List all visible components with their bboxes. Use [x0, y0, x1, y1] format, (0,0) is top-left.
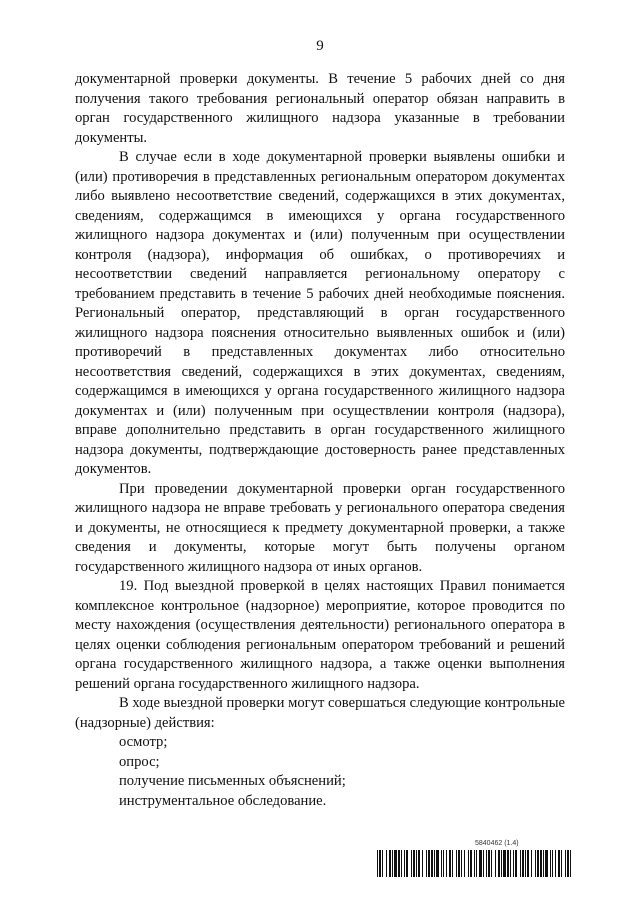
actions-list	[75, 733, 565, 811]
list-item: инструментальное обследование.	[119, 792, 327, 809]
barcode-caption: 5840462 (1.4)	[475, 840, 519, 847]
list-item: получение письменных объяснений;	[119, 773, 346, 789]
list-item: осмотр;	[119, 734, 168, 750]
paragraph-onsite-actions: В ходе выездной проверки могут совершаться следующие контрольные (надзорные) действия:	[75, 695, 565, 731]
paragraph-section-19: 19. Под выездной проверкой в целях настоящих Правил понимается комплексное контрольное (надзорное) мероприятие, которое проводится по месту нахождения (осуществления деятельности) регионального оператора в целях оценки соблюдения региональным оператором требований и решений органа государственного жилищного надзора, а также оценки выполнения решений органа государственного жилищного надзора.	[75, 578, 565, 692]
document-body	[75, 70, 565, 811]
paragraph-errors-contradictions: В случае если в ходе документарной проверки выявлены ошибки и (или) противоречия в представленных региональным оператором документах либо выявлено несоответствие сведений, содержащихся в этих документах, сведениям, содержащимся в имеющихся у органа государственного жилищного надзора документах и (или) полученным при осуществлении контроля (надзора), информация об ошибках, о противоречиях и несоответствии сведений направляется региональному оператору с требованием представить в течение 5 рабочих дней необходимые пояснения. Региональный оператор, представляющий в орган государственного жилищного надзора пояснения относительно выявленных ошибок и (или) противоречий в представленных документах либо относительно несоответствия сведений, содержащихся в этих документах, сведениям, содержащимся в имеющихся у органа государственного жилищного надзора документах и (или) полученным при осуществлении контроля (надзора), вправе дополнительно представить в орган государственного жилищного надзора документы, подтверждающие достоверность ранее представленных документов.	[75, 149, 565, 477]
paragraph-document-requests: При проведении документарной проверки орган государственного жилищного надзора не вправе требовать у регионального оператора сведения и документы, не относящиеся к предмету документарной проверки, а также сведения и документы, которые могут быть получены органом государственного жилищного надзора от иных органов.	[75, 480, 565, 575]
page-number: 9	[316, 38, 324, 54]
barcode-image	[377, 850, 573, 877]
paragraph-continuation: документарной проверки документы. В течение 5 рабочих дней со дня получения такого требования региональный оператор обязан направить в орган государственного жилищного надзора указанные в требовании документы.	[75, 71, 565, 146]
document-barcode	[377, 840, 573, 878]
list-item: опрос;	[119, 753, 160, 770]
